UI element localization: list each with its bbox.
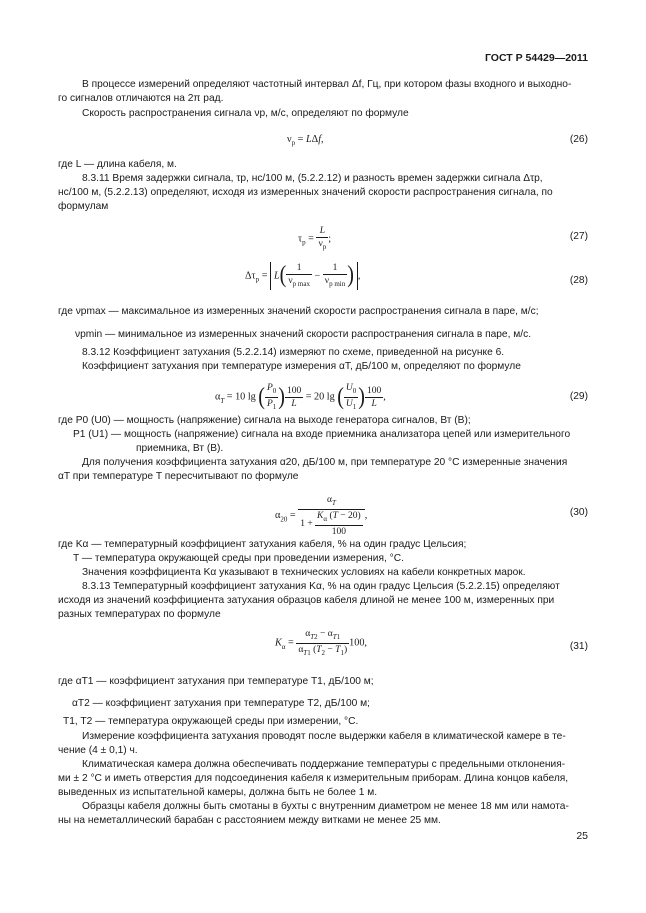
text-line: 8.3.13 Температурный коэффициент затухания Kα, % на один градус Цельсия (5.2.2.15) определяют [82,581,560,592]
text-line: T1, T2 — температура окружающей среды при измерении, °С. [63,716,359,727]
equation-number: (28) [569,275,588,286]
equation-number: (29) [569,391,588,402]
equation-28: $\Delta\tau_р = L$( $\frac{1}{\nu_{р max}}$ − $\frac{1}{\nu_{р min}}$ ) , [245,262,361,289]
equation-number: (27) [569,231,588,242]
text-line: Климатическая камера должна обеспечивать поддержание температуры с предельными отклонения- [82,759,566,770]
text-line: 8.3.12 Коэффициент затухания (5.2.2.14) измеряют по схеме, приведенной на рисунке 6. [82,347,505,358]
text-line: T — температура окружающей среды при проведении измерения, °С. [73,553,404,564]
text-line: формулам [58,201,109,212]
document-header: ГОСТ Р 54429—2011 [484,52,588,64]
equation-30: $\alpha_{20}$ = $\alpha_T$ 1 + $\frac{K_\alpha (T - 20)}{100}$ , [275,495,368,537]
text-line: Скорость распространения сигнала νр, м/с, определяют по формуле [82,108,409,119]
equation-31: $K_\alpha$ = $\frac{\alpha_{T2} - \alpha_{T1}}{\alpha_{T1} (T_2 - T_1)}$ 100, [275,629,367,657]
text-line: где P0 (U0) — мощность (напряжение) сигнала на выходе генератора сигналов, Вт (В); [58,415,471,426]
text-line: го сигналов отличаются на 2π рад. [58,93,224,104]
text-line: чение (4 ± 0,1) ч. [58,745,138,756]
equation-number: (31) [569,641,588,652]
text-line: В процессе измерений определяют частотный интервал Δf, Гц, при котором фазы входного и выходно- [82,79,572,90]
text-line: Коэффициент затухания при температуре измерения αT, дБ/100 м, определяют по формуле [82,361,521,372]
page-number: 25 [576,830,588,842]
text-line: где L — длина кабеля, м. [58,159,177,170]
text-line: нс/100 м, (5.2.2.13) определяют, исходя из измеренных значений скорости распространения сигнала, по [58,187,553,198]
equation-29: $\alpha_T = 10$ lg ( $\frac{P_0}{P_1}$ ) $\frac{100}{L}$ = 20 lg ( $\frac{U_0}{U_1}$ ) $\frac{100}{L}$ , [215,383,386,411]
text-line: исходя из значений коэффициента затухания образцов кабеля длиной не менее 100 м, измеренных при [58,595,555,606]
equation-26: $\nu_р = L\Delta f$, [287,134,324,148]
text-line: приемника, Вт (В). [136,443,224,454]
text-line: Для получения коэффициента затухания α20, дБ/100 м, при температуре 20 °С измеренные значения [82,457,568,468]
text-line: Значения коэффициента Kα указывают в технических условиях на кабели конкретных марок. [82,567,526,578]
text-line: ны на неметаллический барабан с расстоянием между витками не менее 25 мм. [58,815,441,826]
text-line: αT при температуре T пересчитывают по формуле [58,471,299,482]
equation-27: $\tau_р$ = $\frac{L}{\nu_р}$ ; [298,226,332,251]
text-line: где αT1 — коэффициент затухания при температуре T1, дБ/100 м; [58,676,374,687]
text-line: где νрmax — максимальное из измеренных значений скорости распространения сигнала в паре, м/с; [58,306,539,317]
text-line: ми ± 2 °С и иметь отверстия для подсоединения кабеля к измерительным приборам. Длина концов кабеля, [58,773,569,784]
text-line: разных температурах по формуле [58,609,221,620]
equation-number: (30) [569,507,588,518]
text-line: νрmin — минимальное из измеренных значений скорости распространения сигнала в паре, м/с. [75,329,532,340]
text-line: где Kα — температурный коэффициент затухания кабеля, % на один градус Цельсия; [58,539,467,550]
text-line: выведенных из испытательной камеры, должна быть не более 1 м. [58,787,378,798]
text-line: Образцы кабеля должны быть смотаны в бухты с внутренним диаметром не менее 18 мм или намота- [82,801,569,812]
text-line: Измерение коэффициента затухания проводят после выдержки кабеля в климатической камере в те- [82,731,566,742]
text-line: P1 (U1) — мощность (напряжение) сигнала на входе приемника анализатора цепей или измерительного [73,429,571,440]
text-line: 8.3.11 Время задержки сигнала, τр, нс/100 м, (5.2.2.12) и разность времен задержки сигнала Δτр, [82,173,543,184]
equation-number: (26) [569,134,588,145]
text-line: αT2 — коэффициент затухания при температуре T2, дБ/100 м; [72,698,370,709]
